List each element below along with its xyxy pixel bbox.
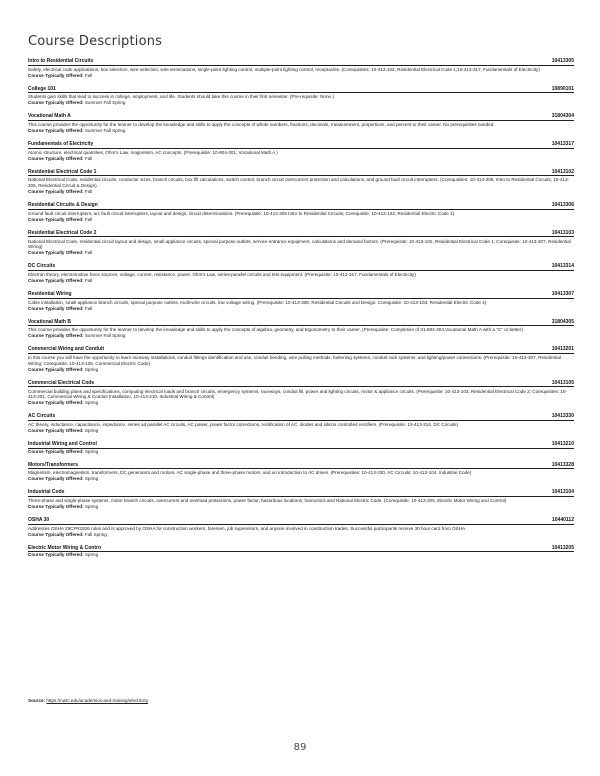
course-code: 10413307 [551, 290, 574, 297]
course-title: Fundamentals of Electricity [28, 141, 94, 148]
course-header [28, 413, 574, 421]
page-content [28, 34, 574, 565]
course-entry [28, 462, 574, 482]
course-header [28, 517, 574, 525]
course-entry [28, 202, 574, 222]
course-entry [28, 169, 574, 195]
course-code: 10413102 [551, 168, 574, 175]
offered-label: Course Typically Offered: [28, 305, 84, 311]
course-offered [28, 100, 574, 106]
offered-terms: Summer Fall Spring [84, 127, 126, 133]
course-description: Ground fault circuit interrupters, arc fault circuit interrupters, layout and design, circuit determinations. (Prerequisite: 10-413-305 Intro to Residential Circuits; Corequisite: 10-413-102, Residential Electric Code 1) [28, 210, 455, 216]
course-entry [28, 58, 574, 78]
page-number: 89 [293, 742, 307, 753]
course-title: Commercial Electrical Code [28, 379, 95, 386]
course-offered [28, 333, 574, 339]
course-offered [28, 367, 574, 373]
course-entry [28, 517, 574, 537]
course-code: 10413210 [551, 440, 574, 447]
course-title: DC Circuits [28, 263, 56, 270]
course-code: 10413205 [551, 544, 574, 551]
course-title: OSHA 30 [28, 516, 50, 523]
offered-label: Course Typically Offered: [28, 189, 84, 195]
course-code: 10413305 [551, 58, 574, 64]
offered-label: Course Typically Offered: [28, 552, 84, 558]
course-title: Residential Electrical Code 1 [28, 168, 97, 175]
course-code: 10413328 [551, 461, 574, 468]
course-description: In this course you will have the opportunity to learn raceway installations, conduit fittings identification and use, conduit bending, wire pulling methods, fastening systems, conduit rack systems, and lighting/power connections. (Prerequisite: 10-413-307, Residential Wiring; Corequisite: 10-413-105, Commercial Electric Code) [28, 355, 561, 366]
course-title: Industrial Wiring and Control [28, 440, 97, 447]
course-code: 10413105 [551, 379, 574, 386]
course-entry [28, 141, 574, 161]
course-title: AC Circuits [28, 413, 56, 420]
course-header [28, 462, 574, 470]
offered-terms: Spring [84, 427, 99, 433]
course-description: This course provides the opportunity for the learner to develop the knowledge and skills to apply the concepts of whole numbers, fractions, decimals, measurement, proportions, and percent to their career. No prerequisites needed. [28, 122, 495, 128]
source-link[interactable]: https://nwtc.edu/academics-and-training/electricity [46, 698, 149, 703]
course-entry [28, 545, 574, 558]
offered-terms: Summer Fall Spring [84, 100, 126, 106]
course-code: 10413201 [551, 346, 574, 353]
offered-label: Course Typically Offered: [28, 503, 84, 509]
course-offered [28, 278, 574, 284]
course-header [28, 291, 574, 299]
offered-terms: Fall Spring [84, 531, 107, 537]
course-offered [28, 400, 574, 406]
offered-label: Course Typically Offered: [28, 155, 84, 161]
course-description: Safety, electrical code applications, box selection, wire selection, wire terminations, single-point lighting control, multiple-point lighting control, receptacles. (Corequisites: 10-413-102, Residential Electrical Code 1;10-413-317, Fundamentals of Electricity) [28, 66, 540, 72]
offered-label: Course Typically Offered: [28, 72, 84, 78]
course-description: Magnetism, electromagnetism, transformers, DC generators and motors, AC single-phase and three-phase motors, and an introduction to AC drives. (Prerequisites: 10-413-330, AC Circuits; 10-413-104, Industrial Code) [28, 470, 472, 476]
course-description: AC theory, inductance, capacitance, impedance, series ad parallel AC circuits, AC power, power factor corrections, rectification of AC, diodes and silicon controlled rectifiers. (Prerequisite: 10-413-314, DC Circuits) [28, 422, 459, 428]
offered-label: Course Typically Offered: [28, 277, 84, 283]
offered-label: Course Typically Offered: [28, 448, 84, 454]
course-header [28, 230, 574, 238]
course-code: 10413330 [551, 413, 574, 420]
course-description: Commercial building plans and specifications, computing electrical loads and branch circuits, emergency systems, raceways, conduit fill, power and lighting circuits, motor & appliance circuits. (Prerequisite: 10-413-103, Residential Electrical Code 2; Corequisites: 10-413-201, Commercial Wiring & Conduit Installation, 10-413-210, Industrial Wiring & Control) [28, 388, 567, 400]
course-description: Cable installation, small appliance branch circuits, special purpose outlets, multi-wire circuits, low voltage wiring. (Prerequisite: 10-413-306, Residential Circuits and Design. Corequisite: 10-413-103, Residential Electric Code 2) [28, 299, 487, 305]
course-code: 10890101 [551, 85, 574, 92]
course-description: Atomic structure, electrical quantities, Ohm's Law, magnetism, AC concepts. (Prerequisite: 10-804-301, Vocational Math A ) [28, 149, 278, 155]
offered-label: Course Typically Offered: [28, 250, 84, 256]
course-offered [28, 217, 574, 223]
course-offered [28, 532, 574, 538]
offered-label: Course Typically Offered: [28, 333, 84, 339]
course-code: 10413103 [551, 229, 574, 236]
course-title: Residential Electrical Code 2 [28, 229, 97, 236]
course-code: 10440112 [552, 516, 574, 523]
course-code: 10413314 [551, 263, 574, 270]
offered-terms: Fall [84, 250, 93, 256]
offered-terms: Fall [84, 216, 93, 222]
offered-terms: Spring [84, 366, 99, 372]
course-header [28, 545, 574, 553]
course-title: Residential Wiring [28, 290, 72, 297]
course-offered [28, 428, 574, 434]
offered-terms: Fall [84, 305, 93, 311]
course-description: Three-phase and single-phase systems, motor branch circuits, overcurrent and overload protections, power factor, hazardous locations, harmonics and National Electric Code. (Corequisite: 10-413-205, Electric Motor Wiring and Control) [28, 498, 507, 504]
course-entry [28, 441, 574, 454]
offered-label: Course Typically Offered: [28, 366, 84, 372]
course-entry [28, 113, 574, 133]
course-title: Commercial Wiring and Conduit [28, 346, 105, 353]
course-entry [28, 263, 574, 283]
offered-terms: Fall [84, 277, 93, 283]
offered-terms: Spring [84, 400, 99, 406]
offered-label: Course Typically Offered: [28, 216, 84, 222]
course-description: This course provides the opportunity for the learner to develop the knowledge and skills to apply the concepts of algebra, geometry, and trigonometry to their career. (Prerequisite: Completion of 31-804-304 Vocational Math A with a "C" or better) [28, 327, 523, 333]
course-offered [28, 306, 574, 312]
offered-terms: Spring [84, 476, 99, 482]
course-offered [28, 449, 574, 455]
course-header [28, 141, 574, 149]
course-offered [28, 552, 574, 558]
course-title: Electric Motor Wiring & Contro [28, 544, 102, 551]
course-header [28, 380, 574, 388]
course-entry [28, 380, 574, 406]
course-header [28, 86, 574, 94]
course-header [28, 263, 574, 271]
course-header [28, 113, 574, 121]
course-offered [28, 73, 574, 79]
source-label: Source: [28, 698, 46, 703]
course-code: 10413317 [551, 141, 574, 148]
course-offered [28, 504, 574, 510]
course-offered [28, 156, 574, 162]
offered-label: Course Typically Offered: [28, 127, 84, 133]
course-offered [28, 250, 574, 256]
course-entry [28, 319, 574, 339]
course-code: 10413306 [551, 202, 574, 209]
course-description: Students gain skills that lead to success in college, employment, and life. Students should take this course in their first semester. (Pre-requisite: None.) [28, 94, 334, 100]
offered-terms: Fall [84, 155, 93, 161]
offered-label: Course Typically Offered: [28, 100, 84, 106]
course-description: National Electrical Code, residential circuits, conductor sizes, branch circuits, box fill calculations, switch control, branch circuit overcurrent protection and calculations, and ground fault circuit interrupters. (Corequisites: 10-413-305, Intro to Residential Circuits; 10-413-306, Residential Circuit & Design) [28, 177, 570, 189]
offered-label: Course Typically Offered: [28, 531, 84, 537]
offered-terms: Spring [84, 552, 99, 558]
offered-terms: Summer Fall Spring [84, 333, 126, 339]
course-header [28, 441, 574, 449]
course-header [28, 346, 574, 354]
course-list [28, 58, 574, 558]
course-offered [28, 476, 574, 482]
course-code: 31804304 [551, 113, 574, 120]
offered-terms: Spring [84, 503, 99, 509]
course-entry [28, 489, 574, 509]
course-title: Residential Circuits & Design [28, 202, 98, 209]
course-header [28, 319, 574, 327]
course-title: Vocational Math B [28, 318, 71, 325]
course-title: Vocational Math A [28, 113, 71, 120]
course-entry [28, 291, 574, 311]
course-entry [28, 86, 574, 106]
course-header [28, 58, 574, 66]
course-entry [28, 413, 574, 433]
course-title: College 101 [28, 85, 56, 92]
course-title: Motors/Transformers [28, 461, 79, 468]
course-description: Electron theory, electromotive force sources, voltage, current, resistance, power, Ohm's Law, series-parallel circuits and test equipment. (Prerequisite: 10-413-317, Fundamentals of Electricity) [28, 272, 416, 278]
course-offered [28, 189, 574, 195]
course-entry [28, 230, 574, 256]
offered-label: Course Typically Offered: [28, 427, 84, 433]
course-header [28, 169, 574, 177]
offered-terms: Fall [84, 189, 93, 195]
course-code: 31804305 [551, 318, 574, 325]
course-header [28, 489, 574, 497]
source-line [28, 698, 148, 703]
course-title: Industrial Code [28, 489, 65, 496]
course-code: 10413104 [551, 489, 574, 496]
course-header [28, 202, 574, 210]
offered-terms: Fall [84, 72, 93, 78]
course-title: Intro to Residential Circuits [28, 58, 94, 64]
course-description: National Electrical Code, residential circuit layout and design, small appliance circuits, special purpose outlets, service entrance equipment, calculations and demand factors. (Prerequisite: 10-413-102, Residential Electrical Code 1; Corequisite: 10-413-307, Residential Wiring) [28, 238, 571, 250]
page-title: Course Descriptions [28, 34, 163, 49]
course-description: Addresses OSHA 29CFR1926 rules and is approved by OSHA for construction workers, foremen, job supervisors, and anyone involved in construction trades. Successful participants receive 30 hour card from OSHA. [28, 525, 467, 531]
course-entry [28, 346, 574, 372]
offered-terms: Spring [84, 448, 99, 454]
offered-label: Course Typically Offered: [28, 400, 84, 406]
course-offered [28, 128, 574, 134]
offered-label: Course Typically Offered: [28, 476, 84, 482]
